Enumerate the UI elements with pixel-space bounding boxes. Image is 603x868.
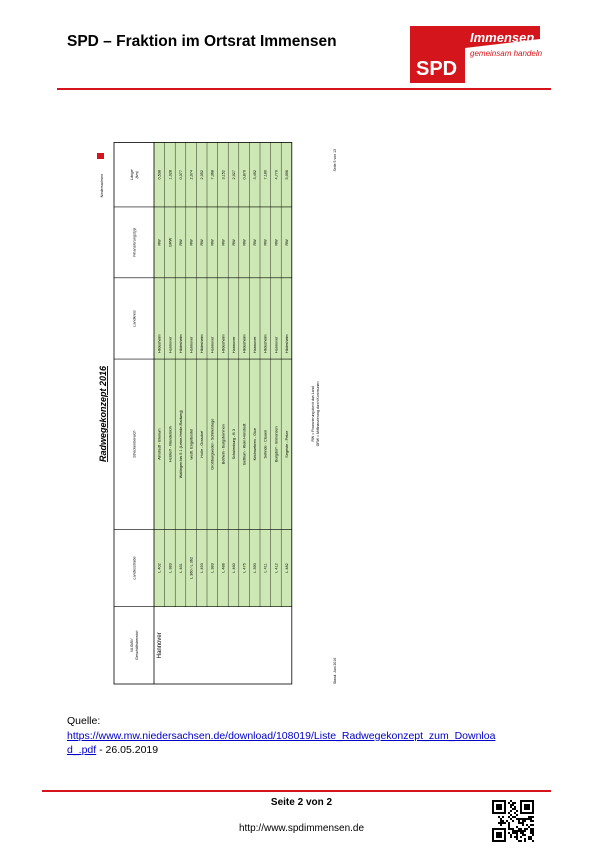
table-cell-section: Großburgwedel - Schillerslage	[210, 418, 215, 470]
logo-slogan: gemeinsam handeln	[470, 49, 543, 58]
table-cell-section: Wallingen bis 5 1 (Leine-Heide-Radweg)	[178, 410, 183, 479]
page-title: SPD – Fraktion im Ortsrat Immensen	[67, 33, 337, 50]
table-cell-section: Sehnde - Clauen	[263, 429, 268, 459]
embedded-page-number: Seite 5 von 13	[333, 149, 337, 172]
source-line	[67, 729, 537, 758]
table-cell-road: L 460	[231, 563, 236, 573]
table-cell-road: L 412	[274, 563, 279, 573]
table-cell-section: Holle - Grasdorf	[200, 430, 205, 458]
table-cell-district: Hildesheim	[263, 334, 268, 354]
table-cell-district: Hannover	[210, 336, 215, 354]
spd-logo	[410, 26, 543, 83]
table-cell-district: Hannover	[168, 336, 173, 354]
footer-divider	[42, 790, 551, 792]
table-cell-section: Heisterf - Mandelsloh	[168, 426, 173, 463]
table-header-5: Länge	[130, 169, 134, 180]
table-cell-type: RW	[157, 239, 162, 246]
qr-code-icon	[492, 800, 534, 842]
logo-place: Immensen	[470, 30, 535, 45]
table-header-4: Finanzierungstyp	[132, 227, 137, 257]
table-body-fill	[154, 142, 292, 606]
table-cell-length: 0,538	[157, 169, 162, 180]
table-cell-section: westl. Engelbostel	[189, 428, 194, 460]
footnote-2: GRW = Mitfinanzierung durch Kommunen	[316, 381, 320, 447]
table-cell-road: L 493	[200, 563, 205, 573]
state-logo-text: Niedersachsen	[100, 174, 104, 198]
table-header-0: Geschäftsbereich	[135, 630, 139, 661]
table-cell-type: RW	[274, 239, 279, 246]
table-cell-length: 2,074	[189, 169, 194, 180]
road-table	[114, 142, 292, 684]
table-cell-road: L 402	[157, 563, 162, 573]
source-block	[67, 714, 537, 758]
source-label: Quelle:	[67, 715, 101, 727]
header-divider	[57, 88, 551, 90]
table-header-0: NLStBV	[130, 638, 134, 653]
table-cell-section: Krichwehren - Gixe	[253, 428, 258, 461]
table-cell-district: Hildesheim	[221, 334, 226, 354]
table-cell-district: Hannover	[274, 336, 279, 354]
table-cell-road: L 461	[178, 563, 183, 573]
logo-brand: SPD	[416, 58, 458, 80]
table-cell-district: Hildesheim	[200, 334, 205, 354]
table-cell-length: 4,770	[274, 169, 279, 180]
table-cell-district: Hildesheim	[178, 334, 183, 354]
table-cell-type: RW	[284, 239, 289, 246]
table-cell-road: L 383	[210, 563, 215, 573]
table-header-5: (km)	[135, 170, 139, 179]
table-cell-type: RW	[253, 239, 258, 246]
table-cell-road: L 482	[284, 563, 289, 573]
stand-date: Stand: Juni 2016	[333, 657, 337, 684]
source-link-part-2: d_.pdf	[67, 744, 97, 756]
embedded-document	[98, 142, 338, 689]
footer-url[interactable]: http://www.spdimmensen.de	[238, 823, 365, 834]
table-cell-section: Segeste - Petze	[284, 430, 289, 458]
table-cell-district: Hildesheim	[284, 334, 289, 354]
table-cell-type: RW	[242, 239, 247, 246]
footnote-1: RW = Finanzierung durch das Land	[311, 386, 315, 442]
table-cell-length: 5,096	[284, 169, 289, 180]
table-cell-section: Schulenburg - B 3	[231, 428, 236, 460]
table-cell-length: 3,492	[253, 169, 258, 180]
table-cell-road: L 488	[221, 563, 226, 573]
table-cell-length: 1,028	[168, 169, 173, 180]
table-cell-length: 7,368	[210, 169, 215, 180]
table-cell-section: Almstedt - Brenum	[157, 428, 162, 460]
table-cell-type: RW	[200, 239, 205, 246]
region-cell: Hannover	[157, 632, 163, 659]
table-header-2: Streckenbereich	[132, 430, 137, 458]
table-cell-district: Hannover	[253, 336, 258, 354]
table-cell-length: 2,052	[200, 169, 205, 180]
table-cell-road: L 360 / L 362	[189, 557, 194, 579]
source-link-part-1: https://www.mw.niedersachsen.de/download/108019/Liste_Radwegekonzept_zum_Downloa	[67, 729, 496, 742]
table-cell-length: 3,152	[221, 169, 226, 180]
table-cell-district: Hannover	[231, 336, 236, 354]
table-cell-length: 0,377	[178, 169, 183, 180]
table-cell-district: Hannover	[189, 336, 194, 354]
table-cell-type: RW	[210, 239, 215, 246]
table-cell-section: Betheln - Burgstemmen	[221, 424, 226, 465]
table-cell-road: L 475	[242, 563, 247, 573]
table-cell-section: Burgdorf - Immensen	[274, 426, 279, 463]
table-header-1: Landesstraße	[132, 556, 137, 580]
table-cell-type: RW	[263, 239, 268, 246]
page-number: Seite 2 von 2	[270, 797, 333, 808]
table-cell-section: Bettrum - Klein Himstedt	[242, 423, 247, 465]
table-cell-length: 7,180	[263, 169, 268, 180]
state-logo	[97, 153, 104, 197]
table-header-3: Landkreis	[132, 310, 137, 327]
table-cell-type: RW	[189, 239, 194, 246]
table-cell-type: RW	[178, 239, 183, 246]
table-cell-district: Hildesheim	[242, 334, 247, 354]
table-cell-type: GRW	[168, 237, 173, 248]
table-cell-type: RW	[231, 239, 236, 246]
table-cell-length: 0,870	[242, 169, 247, 180]
source-date: - 26.05.2019	[96, 744, 159, 756]
table-cell-road: L 383	[168, 563, 173, 573]
table-cell-type: RW	[221, 239, 226, 246]
table-cell-district: Hildesheim	[157, 334, 162, 354]
table-cell-length: 2,027	[231, 169, 236, 180]
table-cell-road: L 390	[253, 563, 258, 573]
embedded-doc-title: Radwegekonzept 2016	[98, 365, 108, 463]
table-cell-road: L 411	[263, 563, 268, 573]
